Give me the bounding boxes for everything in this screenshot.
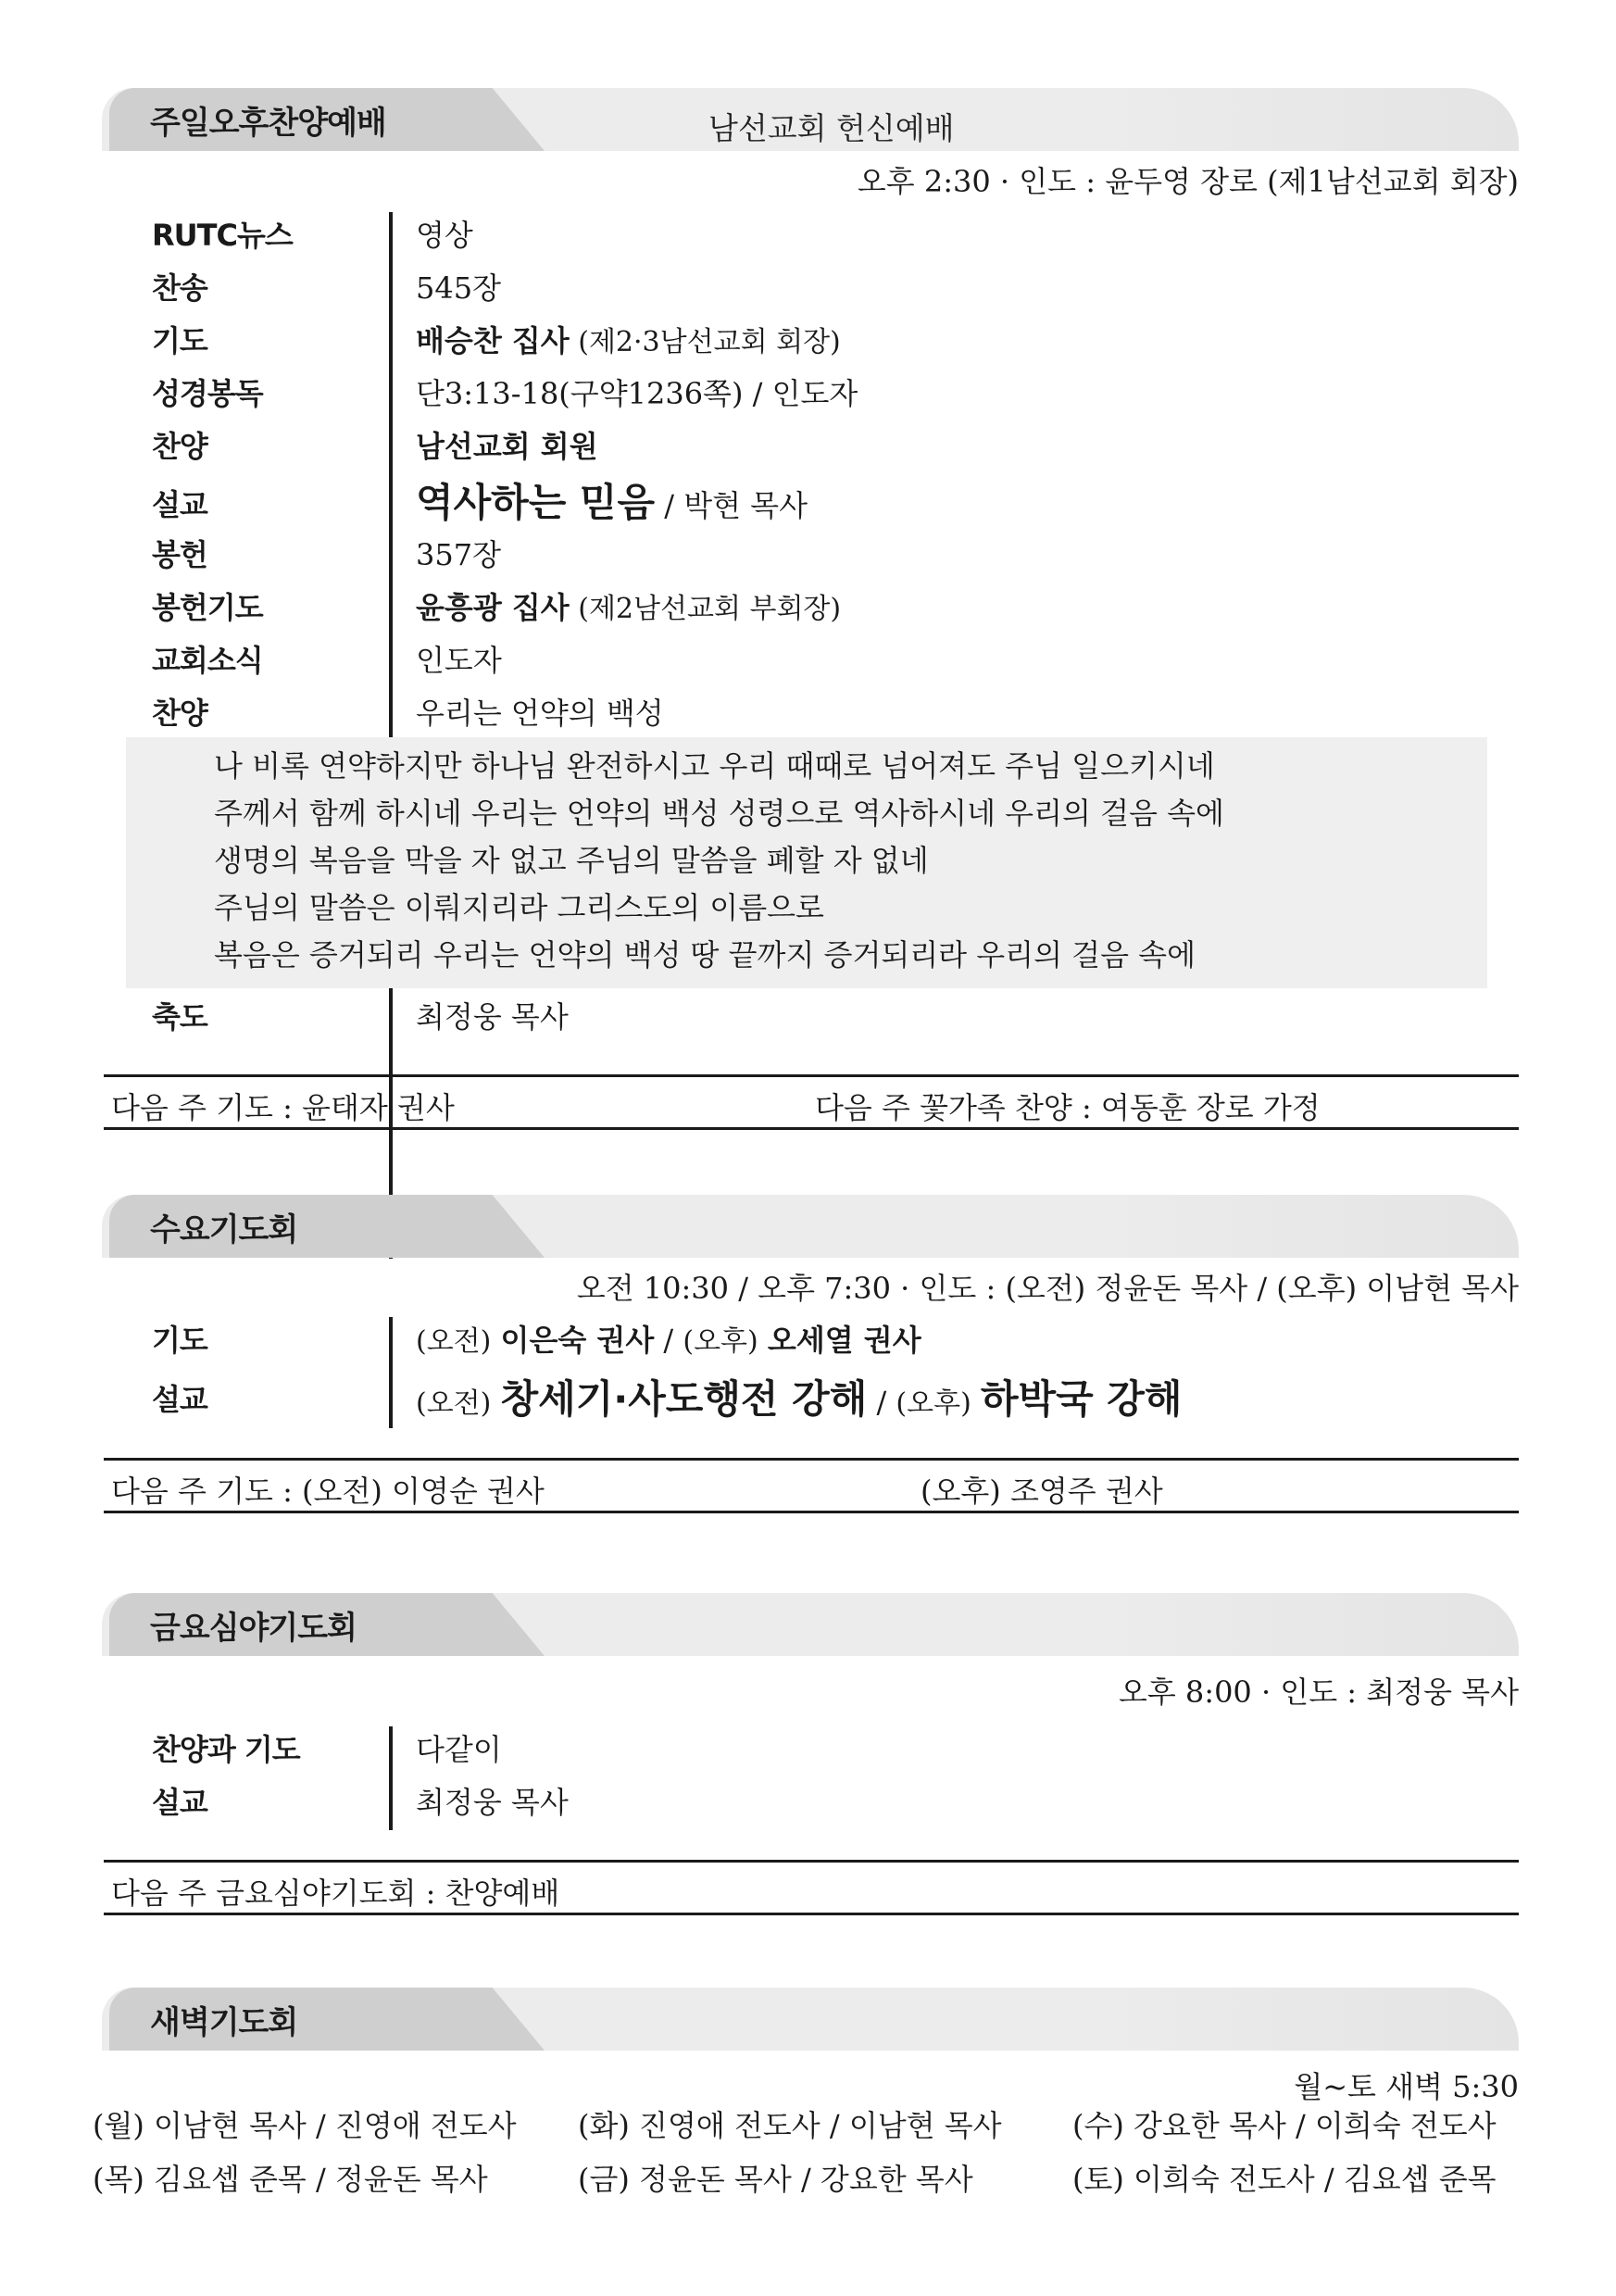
lyric-line: 주께서 함께 하시네 우리는 언약의 백성 성령으로 역사하시네 우리의 걸음 속에 [214, 796, 1224, 831]
dawn-schedule [93, 2102, 1523, 2214]
dawn-section [102, 1988, 1519, 2110]
service-row [152, 423, 1519, 476]
section-title: 주일오후찬양예배 [150, 105, 386, 142]
next-week-flower: 다음 주 꽃가족 찬양 : 여동훈 장로 가정 [815, 1090, 1321, 1125]
order-of-service [152, 212, 1519, 743]
service-row [152, 212, 1519, 265]
row-value: 최정웅 목사 [416, 1785, 569, 1820]
schedule-wed: (수) 강요한 목사 / 이희숙 전도사 [1072, 2108, 1497, 2143]
row-value: 인도자 [416, 643, 502, 678]
service-row [152, 584, 1519, 637]
service-row [152, 476, 1519, 532]
service-row [152, 532, 1519, 584]
row-label: 찬양과 기도 [152, 1732, 300, 1767]
lyric-line: 복음은 증거되리 우리는 언약의 백성 땅 끝까지 증거되리라 우리의 걸음 속에 [214, 937, 1196, 972]
row-value: 최정웅 목사 [416, 999, 569, 1035]
service-info: 오후 8:00 · 인도 : 최정웅 목사 [1118, 1675, 1519, 1710]
prayer-row [152, 1317, 1519, 1371]
row-label: 교회소식 [152, 643, 263, 678]
row-label: 설교 [152, 1382, 207, 1417]
next-week-prayer: 다음 주 기도 : 윤태자 권사 [111, 1090, 455, 1125]
row-value: 단3:13-18(구약1236쪽) / 인도자 [416, 376, 858, 411]
row-value: (오전) 창세기·사도행전 강해 / (오후) 하박국 강해 [416, 1376, 1183, 1422]
section-header [102, 1988, 1519, 2051]
row-label: 찬양 [152, 696, 207, 731]
row-label: 성경봉독 [152, 376, 263, 411]
row-label: 기도 [152, 323, 207, 358]
row-value: 역사하는 믿음 / 박현 목사 [416, 480, 808, 525]
friday-section [102, 1593, 1519, 1915]
row-value: 윤흥광 집사 (제2남선교회 부회장) [416, 590, 842, 625]
row-value: 남선교회 회원 [416, 429, 598, 464]
service-row [152, 265, 1519, 318]
wednesday-section [102, 1195, 1519, 1513]
row-label: 찬송 [152, 270, 207, 306]
section-subtitle: 남선교회 헌신예배 [708, 110, 955, 146]
next-week-friday: 다음 주 금요심야기도회 : 찬양예배 [111, 1876, 560, 1911]
row-label: 봉헌기도 [152, 590, 263, 625]
benediction-row [152, 994, 1519, 1047]
row-value: (오전) 이은숙 권사 / (오후) 오세열 권사 [416, 1323, 921, 1358]
service-info: 월~토 새벽 5:30 [1294, 2069, 1519, 2104]
row-label: RUTC뉴스 [152, 218, 293, 253]
sermon-row [152, 1371, 1519, 1428]
service-row [152, 1779, 1519, 1832]
service-row [152, 690, 1519, 743]
service-info: 오전 10:30 / 오후 7:30 · 인도 : (오전) 정윤돈 목사 / (오후) 이남현 목사 [576, 1271, 1519, 1306]
lyric-line: 주님의 말씀은 이뤄지리라 그리스도의 이름으로 [214, 890, 824, 925]
sunday-section [102, 88, 1519, 1130]
sermon-title: 역사하는 믿음 [416, 480, 656, 525]
row-label: 설교 [152, 1785, 207, 1820]
section-title: 금요심야기도회 [150, 1610, 357, 1647]
row-value: 다같이 [416, 1732, 502, 1767]
service-row [152, 1726, 1519, 1779]
row-label: 축도 [152, 999, 207, 1035]
section-header [102, 88, 1519, 151]
hymn-lyrics [126, 737, 1487, 988]
lyric-line: 생명의 복음을 막을 자 없고 주님의 말씀을 폐할 자 없네 [214, 843, 929, 878]
section-header [102, 1195, 1519, 1258]
next-week-box [104, 1860, 1519, 1915]
row-value: 우리는 언약의 백성 [416, 696, 664, 731]
section-title: 새벽기도회 [150, 2004, 298, 2041]
row-value: 357장 [416, 537, 501, 572]
next-week-box [104, 1458, 1519, 1513]
schedule-thu: (목) 김요셉 준목 / 정윤돈 목사 [93, 2162, 488, 2197]
schedule-mon: (월) 이남현 목사 / 진영애 전도사 [93, 2108, 517, 2143]
section-title: 수요기도회 [150, 1211, 298, 1248]
row-label: 찬양 [152, 429, 207, 464]
row-value: 545장 [416, 270, 501, 306]
row-label: 기도 [152, 1323, 207, 1358]
schedule-fri: (금) 정윤돈 목사 / 강요한 목사 [578, 2162, 973, 2197]
row-label: 설교 [152, 487, 207, 522]
schedule-sat: (토) 이희숙 전도사 / 김요셉 준목 [1072, 2162, 1497, 2197]
row-value: 배승찬 집사 (제2·3남선교회 회장) [416, 323, 841, 358]
row-value: 영상 [416, 218, 473, 253]
service-row [152, 370, 1519, 423]
next-week-prayer-pm: (오후) 조영주 권사 [921, 1474, 1163, 1509]
service-info: 오후 2:30 · 인도 : 윤두영 장로 (제1남선교회 회장) [857, 164, 1519, 199]
row-label: 봉헌 [152, 537, 207, 572]
next-week-box [104, 1074, 1519, 1130]
lyric-line: 나 비록 연약하지만 하나님 완전하시고 우리 때때로 넘어져도 주님 일으키시네 [214, 748, 1215, 784]
schedule-tue: (화) 진영애 전도사 / 이남현 목사 [578, 2108, 1002, 2143]
section-header [102, 1593, 1519, 1656]
next-week-prayer-am: 다음 주 기도 : (오전) 이영순 권사 [111, 1474, 545, 1509]
service-row [152, 637, 1519, 690]
service-row [152, 318, 1519, 370]
